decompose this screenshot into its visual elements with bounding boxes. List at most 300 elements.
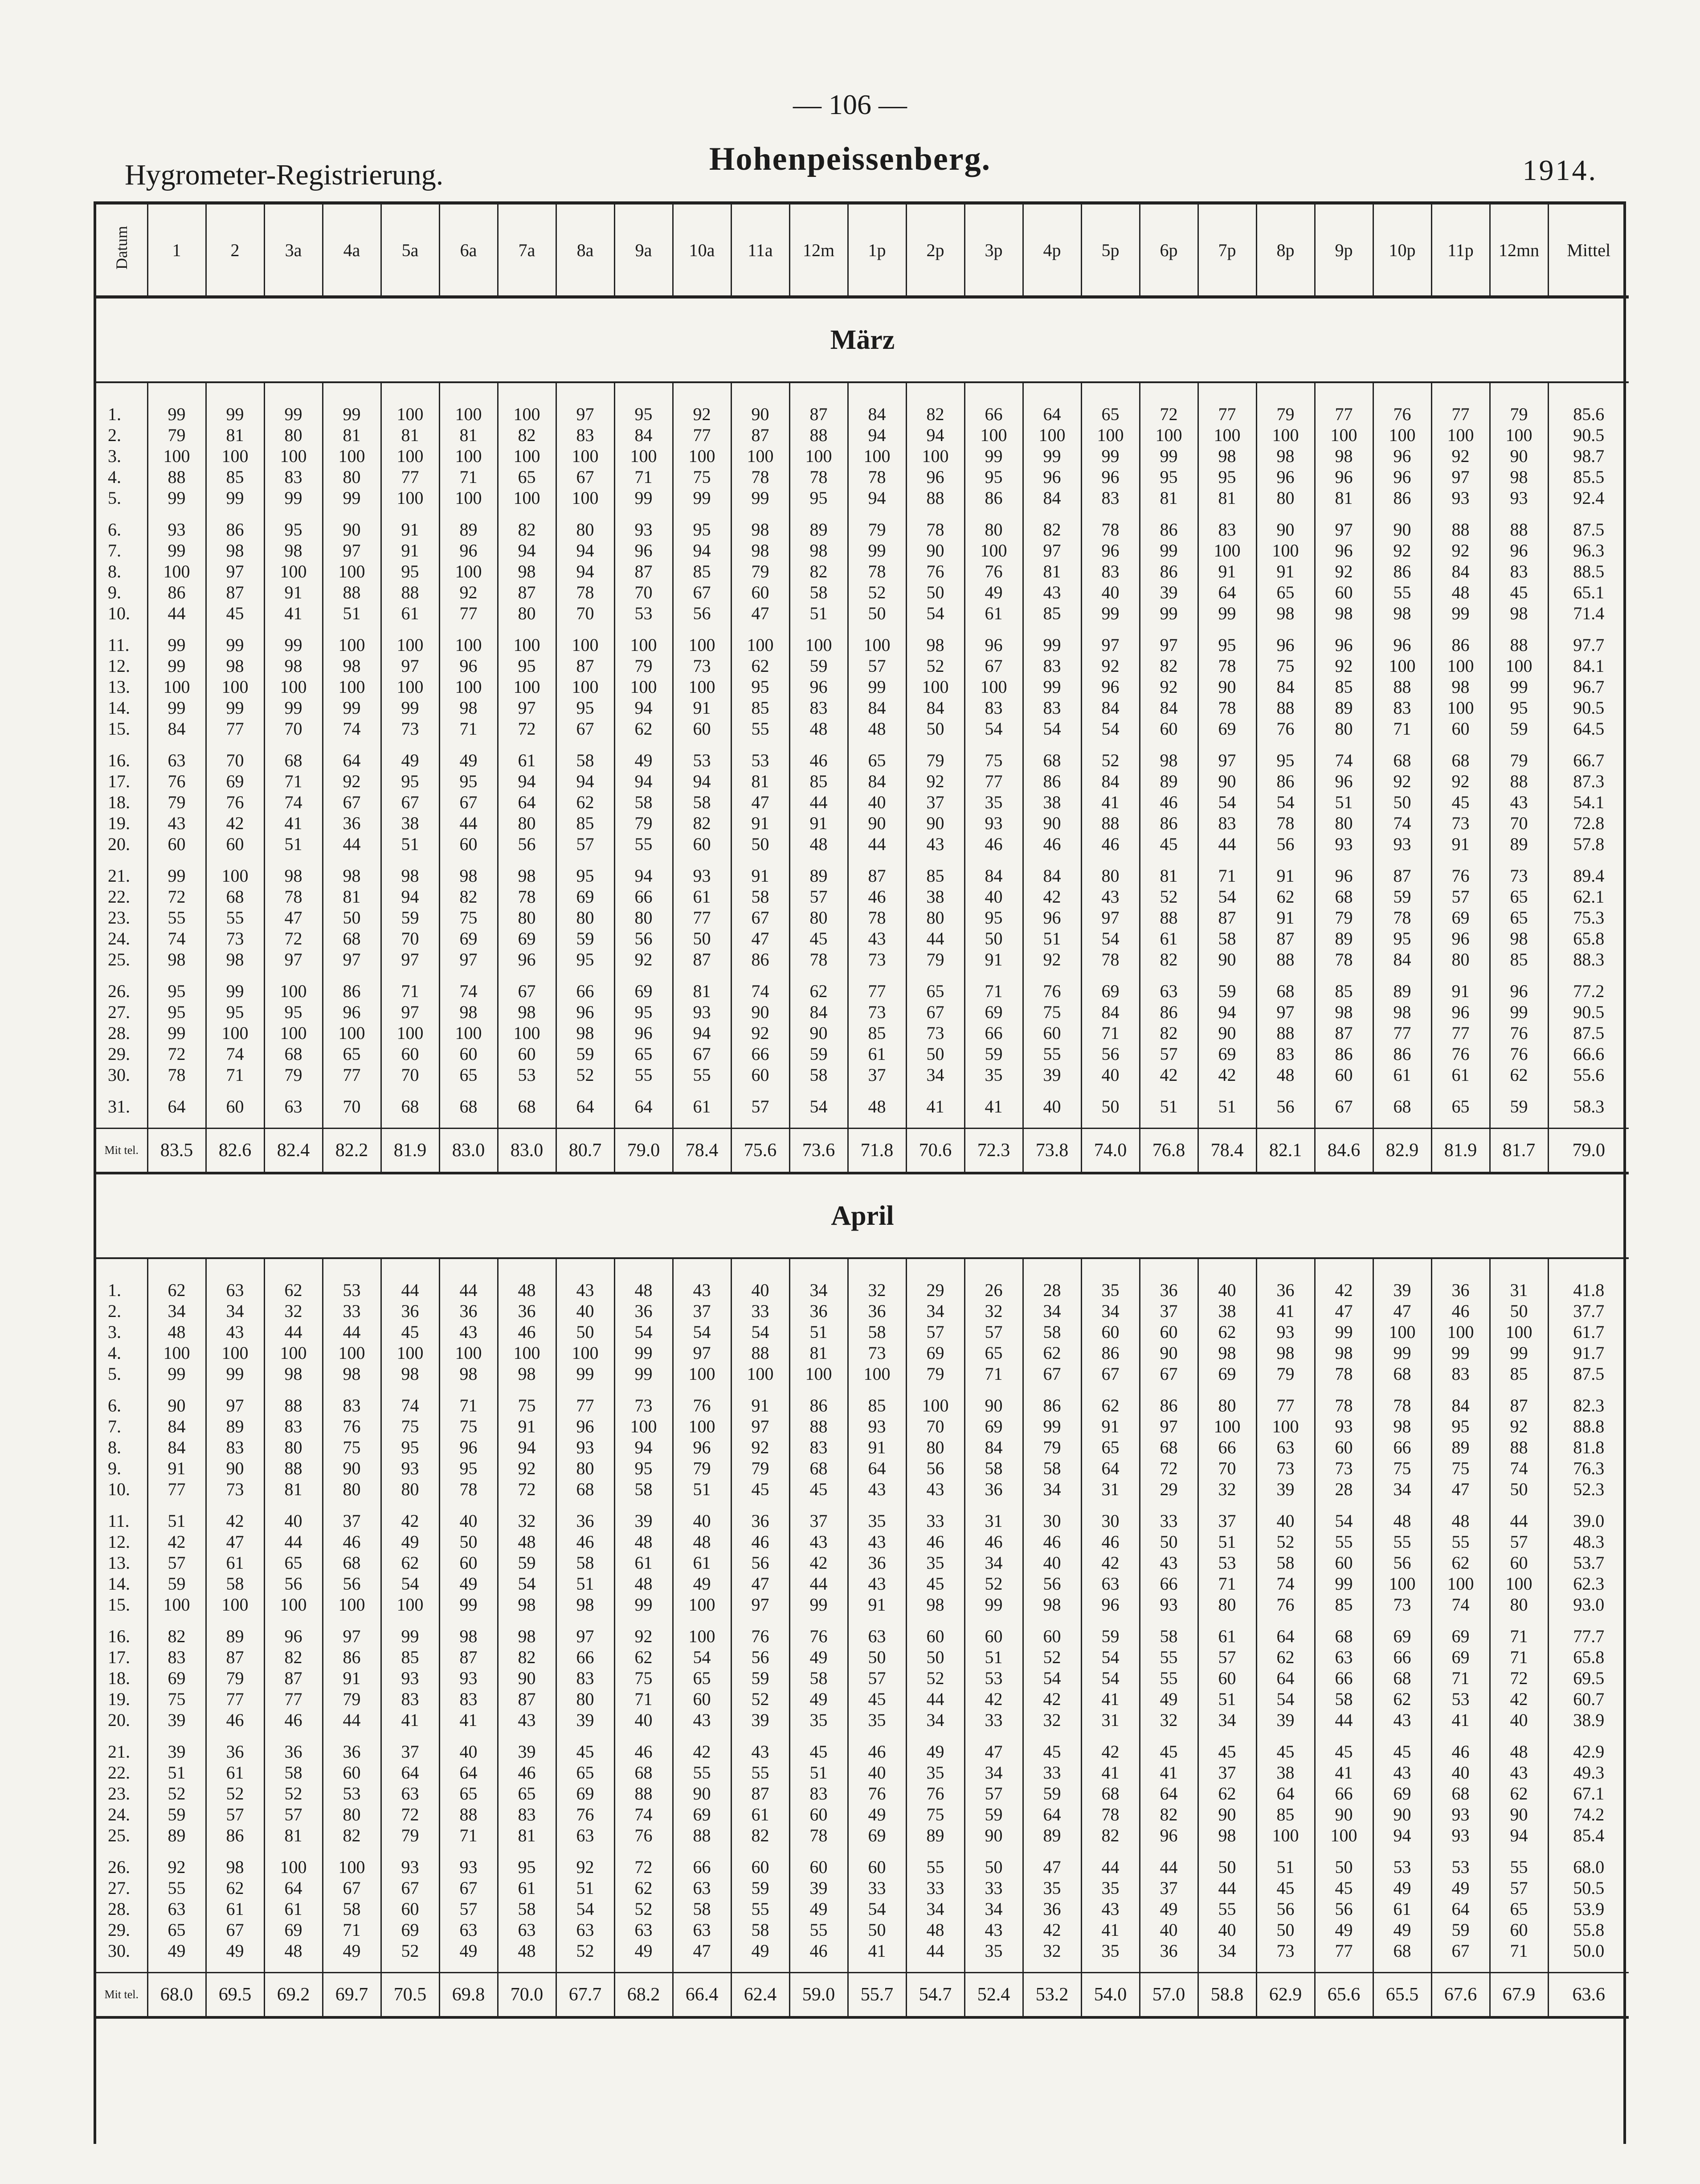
spacer-cell (498, 1961, 556, 1973)
humidity-value: 39 (1256, 1710, 1315, 1730)
humidity-value: 95 (498, 655, 556, 676)
humidity-value: 34 (1198, 1940, 1256, 1961)
humidity-value: 46 (731, 1531, 789, 1552)
spacer-cell (323, 970, 381, 981)
spacer-cell (1081, 1846, 1140, 1857)
humidity-value: 39 (789, 1877, 848, 1898)
humidity-value: 51 (1198, 1096, 1256, 1117)
spacer-cell (673, 1615, 731, 1626)
spacer-cell (381, 1961, 439, 1973)
table-row (96, 676, 1629, 697)
humidity-value: 93 (1431, 1804, 1490, 1825)
spacer-cell (206, 624, 264, 634)
spacer-cell (1315, 970, 1373, 981)
humidity-value: 77 (1256, 1395, 1315, 1416)
spacer-cell (789, 970, 848, 981)
daily-mean: 72.8 (1573, 813, 1605, 833)
hourly-mean: 73.8 (1023, 1129, 1081, 1174)
spacer-cell (1431, 1846, 1490, 1857)
humidity-value: 100 (439, 446, 498, 466)
table-row (96, 404, 1629, 425)
day-label: 21. (96, 865, 147, 886)
humidity-value: 63 (673, 1877, 731, 1898)
humidity-value: 77 (147, 1479, 206, 1500)
humidity-value: 96 (1140, 1825, 1198, 1846)
table-row (96, 949, 1629, 970)
spacer-cell (906, 739, 964, 750)
humidity-value: 59 (1431, 1919, 1490, 1940)
humidity-value: 85 (1315, 1594, 1373, 1615)
humidity-value: 96 (906, 466, 964, 487)
humidity-value: 92 (731, 1022, 789, 1043)
humidity-value: 100 (498, 676, 556, 697)
spacer-cell (848, 855, 906, 865)
humidity-value: 100 (147, 446, 206, 466)
humidity-value: 97 (1431, 466, 1490, 487)
humidity-value: 100 (264, 981, 323, 1002)
humidity-value: 41 (906, 1096, 964, 1117)
day-label: 29. (96, 1043, 147, 1064)
humidity-value: 75 (906, 1804, 964, 1825)
spacer-cell (614, 382, 673, 404)
humidity-value: 46 (614, 1741, 673, 1762)
humidity-value: 91 (731, 1395, 789, 1416)
humidity-value: 94 (498, 540, 556, 561)
daily-mean: 62.3 (1573, 1574, 1605, 1594)
humidity-value: 86 (1315, 1043, 1373, 1064)
humidity-value: 84 (964, 865, 1023, 886)
humidity-value: 49 (381, 1531, 439, 1552)
humidity-value: 72 (381, 1804, 439, 1825)
humidity-value: 66 (1373, 1647, 1431, 1668)
humidity-value: 30 (1023, 1510, 1081, 1531)
humidity-value: 65 (1490, 1898, 1548, 1919)
humidity-value: 89 (206, 1416, 264, 1437)
humidity-value: 47 (731, 792, 789, 813)
spacer-cell (848, 508, 906, 519)
humidity-value: 34 (906, 1064, 964, 1085)
humidity-value: 99 (673, 487, 731, 508)
humidity-value: 87 (264, 1668, 323, 1689)
humidity-value: 60 (206, 1096, 264, 1117)
humidity-value: 60 (381, 1043, 439, 1064)
humidity-value: 89 (1140, 771, 1198, 792)
humidity-value: 98 (439, 865, 498, 886)
humidity-value: 100 (1256, 540, 1315, 561)
humidity-value: 73 (848, 1342, 906, 1363)
humidity-value: 100 (498, 1022, 556, 1043)
humidity-value: 45 (1140, 1741, 1198, 1762)
humidity-value: 53 (498, 1064, 556, 1085)
humidity-value: 70 (614, 582, 673, 603)
humidity-value: 65 (848, 750, 906, 771)
humidity-value: 89 (1315, 928, 1373, 949)
humidity-value: 37 (1140, 1301, 1198, 1321)
humidity-value: 96 (498, 949, 556, 970)
humidity-value: 52 (614, 1898, 673, 1919)
spacer-cell (1198, 739, 1256, 750)
humidity-value: 79 (1490, 404, 1548, 425)
spacer-cell (1315, 508, 1373, 519)
humidity-value: 56 (673, 603, 731, 624)
humidity-value: 95 (1431, 1416, 1490, 1437)
humidity-value: 54 (848, 1898, 906, 1919)
humidity-value: 80 (264, 1437, 323, 1458)
table-row (96, 1458, 1629, 1479)
humidity-value: 59 (381, 907, 439, 928)
humidity-value: 32 (964, 1301, 1023, 1321)
humidity-value: 76 (614, 1825, 673, 1846)
humidity-value: 51 (673, 1479, 731, 1500)
humidity-value: 88 (1256, 949, 1315, 970)
humidity-value: 87 (789, 404, 848, 425)
humidity-value: 46 (906, 1531, 964, 1552)
humidity-value: 73 (1256, 1458, 1315, 1479)
spacer-cell (789, 1961, 848, 1973)
humidity-value: 58 (1023, 1321, 1081, 1342)
spacer-cell (1373, 1730, 1431, 1741)
humidity-value: 67 (1140, 1363, 1198, 1384)
humidity-value: 85 (731, 697, 789, 718)
spacer-cell (1023, 624, 1081, 634)
humidity-value: 98 (1198, 1825, 1256, 1846)
humidity-value: 32 (498, 1510, 556, 1531)
humidity-value: 86 (1431, 634, 1490, 655)
humidity-value: 100 (439, 1342, 498, 1363)
spacer-cell (439, 624, 498, 634)
humidity-value: 53 (1373, 1857, 1431, 1877)
spacer-cell (1490, 970, 1548, 981)
spacer-cell (848, 1117, 906, 1129)
spacer-cell (439, 382, 498, 404)
humidity-value: 92 (439, 582, 498, 603)
humidity-value: 46 (964, 1531, 1023, 1552)
spacer-cell (147, 1258, 206, 1280)
humidity-value: 55 (1140, 1647, 1198, 1668)
day-label: 6. (96, 519, 147, 540)
daily-mean: 65.1 (1573, 582, 1605, 602)
spacer-cell (906, 508, 964, 519)
humidity-value: 87 (1373, 865, 1431, 886)
humidity-value: 84 (147, 718, 206, 739)
humidity-value: 55 (1373, 582, 1431, 603)
humidity-value: 88 (264, 1395, 323, 1416)
humidity-value: 58 (1256, 1552, 1315, 1573)
humidity-value: 44 (906, 928, 964, 949)
daily-mean: 74.2 (1573, 1804, 1605, 1824)
humidity-value: 90 (1490, 1804, 1548, 1825)
humidity-value: 99 (1023, 676, 1081, 697)
daily-mean: 75.3 (1573, 908, 1605, 928)
humidity-value: 82 (1081, 1825, 1140, 1846)
humidity-value: 89 (789, 519, 848, 540)
humidity-value: 98 (206, 1857, 264, 1877)
spacer-cell (1023, 970, 1081, 981)
humidity-value: 44 (906, 1940, 964, 1961)
humidity-value: 93 (439, 1668, 498, 1689)
day-label: 28. (96, 1898, 147, 1919)
spacer-cell (1373, 382, 1431, 404)
humidity-value: 100 (673, 1416, 731, 1437)
humidity-value: 99 (1023, 634, 1081, 655)
humidity-value: 92 (1315, 655, 1373, 676)
humidity-value: 60 (1140, 1321, 1198, 1342)
humidity-value: 99 (1140, 603, 1198, 624)
humidity-value: 99 (147, 697, 206, 718)
humidity-value: 90 (1023, 813, 1081, 834)
humidity-value: 100 (439, 1022, 498, 1043)
table-row (96, 813, 1629, 834)
spacer-cell (614, 1384, 673, 1395)
humidity-value: 100 (498, 1342, 556, 1363)
humidity-value: 35 (789, 1710, 848, 1730)
humidity-value: 82 (264, 1647, 323, 1668)
humidity-value: 86 (1140, 813, 1198, 834)
humidity-value: 40 (1081, 582, 1140, 603)
humidity-value: 43 (1373, 1710, 1431, 1730)
humidity-value: 83 (206, 1437, 264, 1458)
table-row (96, 1064, 1629, 1085)
daily-mean: 71.4 (1573, 603, 1605, 623)
humidity-value: 100 (1256, 425, 1315, 446)
humidity-value: 90 (1373, 1804, 1431, 1825)
spacer-cell (1023, 1258, 1081, 1280)
humidity-value: 72 (264, 928, 323, 949)
humidity-value: 67 (439, 792, 498, 813)
humidity-value: 49 (439, 1940, 498, 1961)
humidity-value: 59 (556, 928, 614, 949)
daily-mean: 37.7 (1573, 1301, 1605, 1321)
humidity-value: 77 (964, 771, 1023, 792)
spacer-cell (1140, 1117, 1198, 1129)
spacer-cell (1548, 1730, 1629, 1741)
table-row (96, 540, 1629, 561)
humidity-value: 99 (147, 1363, 206, 1384)
daily-mean: 91.7 (1573, 1343, 1605, 1363)
humidity-value: 86 (789, 1395, 848, 1416)
block-spacer-row (96, 855, 1629, 865)
spacer-cell (498, 1500, 556, 1510)
spacer-cell (1256, 1384, 1315, 1395)
humidity-value: 92 (323, 771, 381, 792)
daily-mean: 48.3 (1573, 1532, 1605, 1552)
humidity-value: 87 (439, 1647, 498, 1668)
humidity-value: 57 (964, 1321, 1023, 1342)
spacer-cell (381, 382, 439, 404)
humidity-value: 99 (264, 697, 323, 718)
day-label: 8. (96, 561, 147, 582)
day-label: 17. (96, 1647, 147, 1668)
humidity-value: 99 (1431, 1342, 1490, 1363)
humidity-value: 95 (264, 1002, 323, 1022)
spacer-cell (381, 624, 439, 634)
spacer-cell (96, 1730, 147, 1741)
spacer-cell (96, 1500, 147, 1510)
humidity-value: 97 (1140, 1416, 1198, 1437)
humidity-value: 42 (381, 1510, 439, 1531)
day-label: 5. (96, 487, 147, 508)
humidity-value: 44 (1081, 1857, 1140, 1877)
humidity-value: 54 (556, 1898, 614, 1919)
spacer-cell (673, 970, 731, 981)
humidity-value: 83 (789, 697, 848, 718)
humidity-value: 84 (147, 1416, 206, 1437)
humidity-value: 93 (1140, 1594, 1198, 1615)
daily-mean: 69.5 (1573, 1668, 1605, 1688)
humidity-value: 54 (498, 1573, 556, 1594)
table-row (96, 886, 1629, 907)
humidity-value: 100 (381, 1342, 439, 1363)
humidity-value: 67 (906, 1002, 964, 1022)
humidity-value: 69 (206, 771, 264, 792)
humidity-value: 35 (906, 1552, 964, 1573)
humidity-value: 45 (731, 1479, 789, 1500)
humidity-value: 52 (964, 1573, 1023, 1594)
humidity-value: 71 (439, 1825, 498, 1846)
humidity-value: 69 (1081, 981, 1140, 1002)
humidity-value: 95 (1490, 697, 1548, 718)
humidity-value: 53 (323, 1280, 381, 1301)
humidity-value: 98 (381, 865, 439, 886)
spacer-cell (731, 624, 789, 634)
humidity-value: 99 (789, 1594, 848, 1615)
humidity-value: 100 (1373, 1573, 1431, 1594)
spacer-cell (147, 855, 206, 865)
humidity-value: 43 (906, 834, 964, 855)
humidity-value: 96 (1373, 466, 1431, 487)
spacer-cell (1373, 739, 1431, 750)
humidity-value: 52 (556, 1940, 614, 1961)
humidity-value: 98 (556, 1022, 614, 1043)
spacer-cell (323, 1085, 381, 1096)
humidity-value: 49 (381, 750, 439, 771)
spacer-cell (498, 855, 556, 865)
humidity-value: 94 (614, 697, 673, 718)
humidity-value: 92 (614, 949, 673, 970)
humidity-value: 100 (498, 404, 556, 425)
spacer-cell (1023, 1730, 1081, 1741)
humidity-value: 100 (264, 1342, 323, 1363)
humidity-value: 56 (1256, 834, 1315, 855)
humidity-value: 77 (439, 603, 498, 624)
humidity-value: 80 (1198, 1395, 1256, 1416)
humidity-value: 70 (556, 603, 614, 624)
humidity-value: 71 (614, 1689, 673, 1710)
daily-mean: 76.3 (1573, 1458, 1605, 1478)
hourly-mean: 82.1 (1256, 1129, 1315, 1174)
day-label: 30. (96, 1064, 147, 1085)
spacer-cell (731, 1500, 789, 1510)
humidity-value: 85 (206, 466, 264, 487)
humidity-value: 46 (964, 834, 1023, 855)
humidity-value: 48 (498, 1531, 556, 1552)
humidity-value: 67 (1023, 1363, 1081, 1384)
daily-mean: 65.8 (1573, 928, 1605, 949)
humidity-value: 100 (789, 446, 848, 466)
daily-mean: 85.5 (1573, 467, 1605, 487)
humidity-value: 62 (1490, 1783, 1548, 1804)
humidity-value: 99 (614, 1342, 673, 1363)
spacer-cell (381, 1500, 439, 1510)
humidity-value: 59 (789, 1043, 848, 1064)
humidity-value: 95 (439, 1458, 498, 1479)
humidity-value: 94 (381, 886, 439, 907)
humidity-value: 71 (206, 1064, 264, 1085)
humidity-value: 100 (556, 487, 614, 508)
humidity-value: 49 (1140, 1898, 1198, 1919)
humidity-value: 49 (906, 1741, 964, 1762)
spacer-cell (206, 1730, 264, 1741)
humidity-value: 96 (1081, 466, 1140, 487)
humidity-value: 60 (1315, 1437, 1373, 1458)
humidity-value: 81 (323, 886, 381, 907)
hour-header: 10a (673, 204, 731, 297)
humidity-value: 58 (614, 792, 673, 813)
humidity-value: 63 (206, 1280, 264, 1301)
humidity-value: 78 (1081, 949, 1140, 970)
humidity-value: 71 (1373, 718, 1431, 739)
humidity-value: 100 (964, 540, 1023, 561)
humidity-value: 95 (614, 404, 673, 425)
humidity-value: 56 (731, 1552, 789, 1573)
humidity-value: 98 (1198, 446, 1256, 466)
humidity-value: 60 (206, 834, 264, 855)
humidity-value: 85 (848, 1395, 906, 1416)
spacer-cell (264, 970, 323, 981)
humidity-value: 98 (439, 1626, 498, 1647)
humidity-value: 100 (206, 1342, 264, 1363)
humidity-value: 100 (323, 561, 381, 582)
humidity-value: 79 (1256, 404, 1315, 425)
spacer-cell (1140, 1500, 1198, 1510)
day-label: 26. (96, 981, 147, 1002)
humidity-value: 64 (1256, 1668, 1315, 1689)
humidity-value: 84 (906, 697, 964, 718)
humidity-value: 40 (964, 886, 1023, 907)
humidity-value: 99 (1373, 1342, 1431, 1363)
humidity-value: 80 (498, 603, 556, 624)
humidity-value: 78 (848, 466, 906, 487)
month-title: April (96, 1173, 1629, 1258)
spacer-cell (556, 1615, 614, 1626)
spacer-cell (323, 508, 381, 519)
spacer-cell (381, 855, 439, 865)
humidity-value: 86 (206, 1825, 264, 1846)
spacer-cell (614, 1730, 673, 1741)
humidity-value: 98 (789, 540, 848, 561)
humidity-value: 76 (964, 561, 1023, 582)
humidity-value: 95 (147, 981, 206, 1002)
humidity-value: 78 (264, 886, 323, 907)
humidity-value: 100 (731, 1363, 789, 1384)
mean-row (96, 1129, 1629, 1174)
humidity-value: 99 (848, 540, 906, 561)
spacer-cell (439, 1730, 498, 1741)
humidity-value: 92 (147, 1857, 206, 1877)
spacer-cell (439, 1500, 498, 1510)
day-label: 14. (96, 697, 147, 718)
daily-mean: 90.5 (1573, 425, 1605, 445)
spacer-cell (1548, 1085, 1629, 1096)
humidity-value: 50 (906, 582, 964, 603)
humidity-value: 74 (1373, 813, 1431, 834)
humidity-value: 50 (1490, 1479, 1548, 1500)
spacer-cell (381, 970, 439, 981)
humidity-value: 78 (1256, 813, 1315, 834)
humidity-value: 75 (381, 1416, 439, 1437)
humidity-value: 65 (264, 1552, 323, 1573)
humidity-value: 89 (439, 519, 498, 540)
